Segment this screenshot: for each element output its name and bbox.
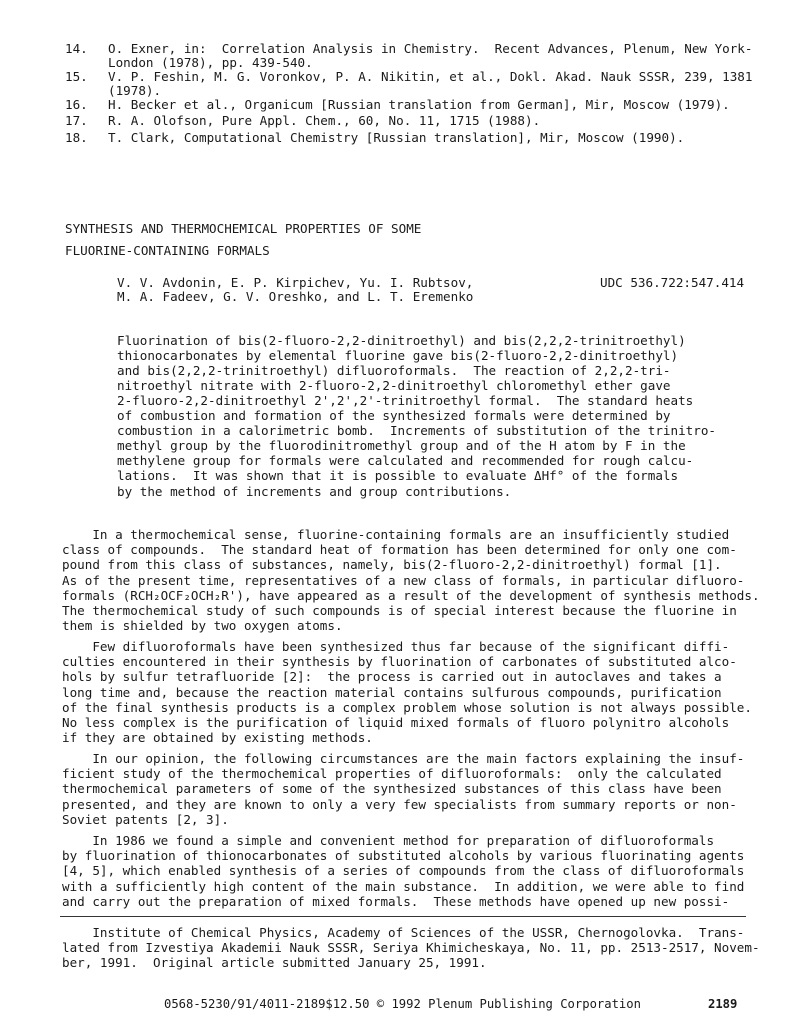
- abstract-line: of combustion and formation of the synthesized formals were determined by: [117, 408, 671, 424]
- body-line: of the final synthesis products is a complex problem whose solution is not always possible.: [62, 699, 752, 715]
- body-line: if they are obtained by existing methods.: [62, 730, 373, 746]
- abstract-line: lations. It was shown that it is possible to evaluate ΔHf° of the formals: [117, 468, 679, 484]
- page-number: 2189: [708, 997, 738, 1011]
- body-line: The thermochemical study of such compounds is of special interest because the fluorine in: [62, 603, 737, 618]
- reference-text-line: O. Exner, in: Correlation Analysis in Chemistry. Recent Advances, Plenum, New York-: [108, 41, 753, 56]
- abstract-line: by the method of increments and group contributions.: [117, 483, 512, 499]
- abstract-line: thionocarbonates by elemental fluorine gave bis(2-fluoro-2,2-dinitroethyl): [117, 348, 679, 364]
- reference-text-line: T. Clark, Computational Chemistry [Russian translation], Mir, Moscow (1990).: [108, 130, 685, 145]
- abstract-line: 2-fluoro-2,2-dinitroethyl 2',2',2'-trinitroethyl formal. The standard heats: [117, 393, 694, 409]
- copyright-code: 0568-5230/91/4011-2189$12.50 © 1992 Plenum Publishing Corporation: [164, 997, 641, 1011]
- reference-number: 15.: [65, 69, 88, 84]
- body-line: presented, and they are known to only a very few specialists from summary reports or non-: [62, 796, 737, 812]
- abstract-line: nitroethyl nitrate with 2-fluoro-2,2-dinitroethyl chloromethyl ether gave: [117, 378, 671, 394]
- body-line: Few difluoroformals have been synthesized thus far because of the significant diffi-: [62, 639, 730, 654]
- body-line: them is shielded by two oxygen atoms.: [62, 618, 343, 634]
- body-line: long time and, because the reaction material contains sulfurous compounds, purification: [62, 684, 722, 700]
- body-line: pound from this class of substances, namely, bis(2-fluoro-2,2-dinitroethyl) formal [1].: [62, 557, 722, 573]
- body-line: In 1986 we found a simple and convenient method for preparation of difluoroformals: [62, 833, 715, 848]
- abstract-line: combustion in a calorimetric bomb. Increments of substitution of the trinitro-: [117, 423, 716, 439]
- body-line: class of compounds. The standard heat of formation has been determined for only one com-: [62, 542, 737, 558]
- body-line: No less complex is the purification of liquid mixed formals of fluoro polynitro alcohols: [62, 715, 730, 730]
- footnote-line: Institute of Chemical Physics, Academy of Sciences of the USSR, Chernogolovka. Trans-: [62, 925, 745, 940]
- footnote-line: lated from Izvestiya Akademii Nauk SSSR, Seriya Khimicheskaya, No. 11, pp. 2513-2517, Novem-: [62, 940, 760, 955]
- body-line: thermochemical parameters of some of the synthesized substances of this class have been: [62, 781, 722, 797]
- abstract-line: and bis(2,2,2-trinitroethyl) difluoroformals. The reaction of 2,2,2-tri-: [117, 363, 671, 379]
- body-line: As of the present time, representatives of a new class of formals, in particular difluoro-: [62, 572, 745, 588]
- abstract-line: methyl group by the fluorodinitromethyl group and of the H atom by F in the: [117, 438, 686, 454]
- article-title-line: SYNTHESIS AND THERMOCHEMICAL PROPERTIES OF SOME: [65, 221, 422, 236]
- body-line: hols by sulfur tetrafluoride [2]: the process is carried out in autoclaves and takes a: [62, 669, 722, 685]
- body-line: In a thermochemical sense, fluorine-containing formals are an insufficiently studied: [62, 527, 730, 542]
- body-line: and carry out the preparation of mixed formals. These methods have opened up new possi-: [62, 893, 730, 909]
- body-line: by fluorination of thionocarbonates of substituted alcohols by various fluorinating agents: [62, 848, 745, 864]
- abstract-line: Fluorination of bis(2-fluoro-2,2-dinitroethyl) and bis(2,2,2-trinitroethyl): [117, 333, 686, 348]
- authors-line: V. V. Avdonin, E. P. Kirpichev, Yu. I. Rubtsov,: [117, 275, 474, 290]
- article-title-line: FLUORINE-CONTAINING FORMALS: [65, 243, 270, 258]
- reference-text-line: R. A. Olofson, Pure Appl. Chem., 60, No. 11, 1715 (1988).: [108, 113, 541, 128]
- footnote-divider: [60, 916, 746, 917]
- reference-number: 14.: [65, 41, 88, 56]
- footnote-line: ber, 1991. Original article submitted January 25, 1991.: [62, 955, 487, 970]
- body-line: with a sufficiently high content of the main substance. In addition, we were able to find: [62, 878, 745, 894]
- body-line: formals (RCH₂OCF₂OCH₂R'), have appeared as a result of the development of synthesis methods.: [62, 587, 760, 603]
- udc-code: UDC 536.722:547.414: [600, 275, 745, 290]
- body-line: [4, 5], which enabled synthesis of a series of compounds from the class of difluoroformals: [62, 863, 745, 879]
- reference-number: 16.: [65, 97, 88, 112]
- reference-text-line: V. P. Feshin, M. G. Voronkov, P. A. Nikitin, et al., Dokl. Akad. Nauk SSSR, 239, 1381: [108, 69, 753, 84]
- reference-number: 17.: [65, 113, 88, 128]
- abstract-line: methylene group for formals were calculated and recommended for rough calcu-: [117, 453, 694, 469]
- body-line: culties encountered in their synthesis by fluorination of carbonates of substituted alco-: [62, 654, 737, 670]
- body-line: Soviet patents [2, 3].: [62, 811, 229, 827]
- reference-text-line: (1978).: [108, 83, 162, 98]
- reference-text-line: London (1978), pp. 439-540.: [108, 55, 313, 70]
- reference-text-line: H. Becker et al., Organicum [Russian translation from German], Mir, Moscow (1979).: [108, 97, 730, 112]
- reference-number: 18.: [65, 130, 88, 145]
- body-line: In our opinion, the following circumstances are the main factors explaining the insuf-: [62, 751, 745, 766]
- authors-line: M. A. Fadeev, G. V. Oreshko, and L. T. Eremenko: [117, 289, 474, 304]
- body-line: ficient study of the thermochemical properties of difluoroformals: only the calculated: [62, 766, 722, 782]
